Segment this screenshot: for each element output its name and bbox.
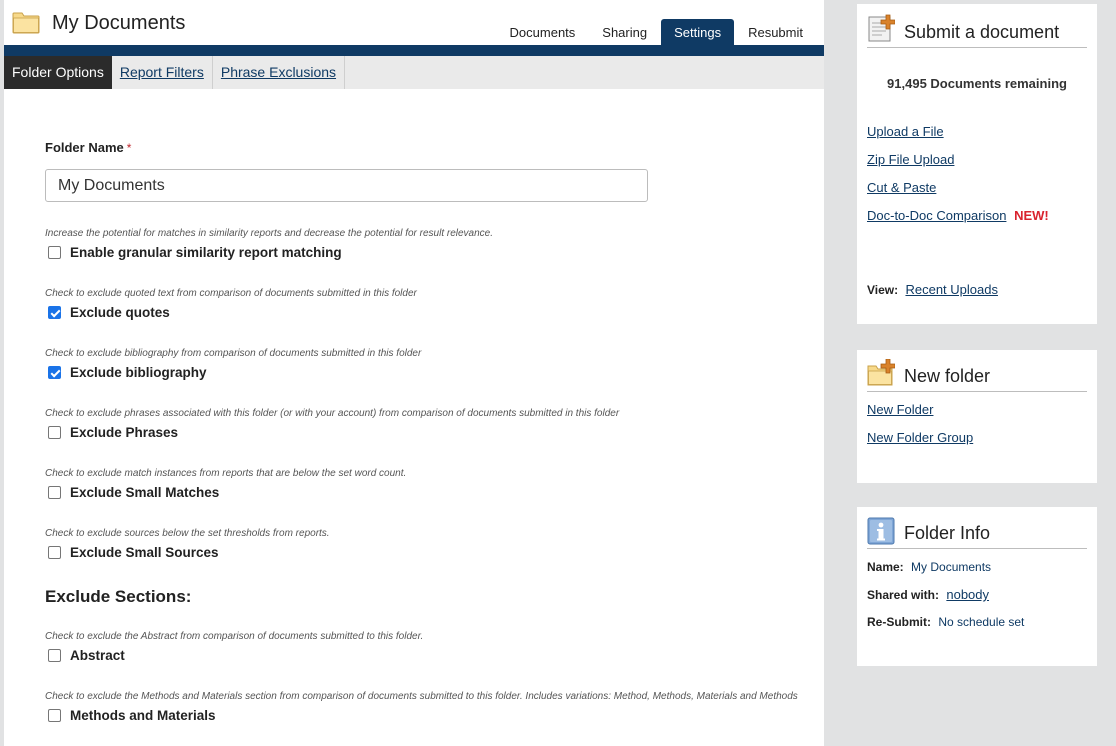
header-divider (4, 45, 824, 56)
main-content (4, 0, 824, 746)
option-exclude-quotes (45, 287, 805, 320)
folder-icon (12, 11, 40, 34)
upload-file-link[interactable]: Upload a File (867, 124, 944, 139)
info-shared-label: Shared with: (867, 588, 940, 602)
granular-matching-checkbox[interactable] (48, 246, 61, 259)
exclude-small-matches-checkbox[interactable] (48, 486, 61, 499)
panel-title: Folder Info (904, 523, 991, 543)
exclude-small-sources-checkbox[interactable] (48, 546, 61, 559)
option-methods-materials (45, 690, 805, 723)
shared-with-link[interactable]: nobody (946, 587, 990, 602)
tab-documents[interactable]: Documents (509, 25, 576, 40)
subtab-folder-options[interactable]: Folder Options (4, 56, 112, 89)
top-tabs (496, 19, 816, 45)
exclude-phrases-checkbox[interactable] (48, 426, 61, 439)
doc-to-doc-link[interactable]: Doc-to-Doc Comparison (867, 208, 1007, 223)
panel-header (867, 4, 1087, 48)
option-label: Exclude bibliography (70, 365, 207, 380)
sub-tabs (4, 56, 824, 89)
option-label: Methods and Materials (70, 708, 216, 723)
option-hint: Check to exclude the Methods and Materials section from comparison of documents submitted to this folder. Includes variations: Method, Methods, Materials and Methods (45, 691, 798, 702)
option-hint: Check to exclude sources below the set thresholds from reports. (45, 528, 330, 539)
abstract-checkbox[interactable] (48, 649, 61, 662)
tab-resubmit[interactable]: Resubmit (748, 25, 803, 40)
option-exclude-bibliography (45, 347, 805, 380)
recent-uploads-link[interactable]: Recent Uploads (905, 282, 998, 297)
info-resubmit-label: Re-Submit: (867, 615, 931, 629)
tab-settings[interactable]: Settings (661, 19, 734, 45)
option-granular-matching (45, 227, 805, 260)
new-folder-panel (857, 350, 1097, 483)
option-label: Enable granular similarity report matching (70, 245, 342, 260)
exclude-sections-heading: Exclude Sections: (45, 587, 192, 606)
option-label: Exclude Phrases (70, 425, 179, 440)
option-hint: Check to exclude phrases associated with this folder (or with your account) from comparison of documents submitted in this folder (45, 408, 620, 419)
folder-options-form (45, 89, 805, 723)
folder-name-label: Folder Name (45, 140, 124, 155)
option-exclude-phrases (45, 407, 805, 440)
panel-header (867, 507, 1087, 549)
exclude-bibliography-checkbox[interactable] (48, 366, 61, 379)
option-exclude-small-matches (45, 467, 805, 500)
cut-paste-link[interactable]: Cut & Paste (867, 180, 937, 195)
option-label: Exclude quotes (70, 305, 170, 320)
document-add-icon (867, 14, 895, 42)
new-badge: NEW! (1014, 208, 1049, 223)
option-label: Abstract (70, 648, 125, 663)
info-name-value: My Documents (911, 560, 992, 574)
folder-info-panel (857, 507, 1097, 666)
option-hint: Increase the potential for matches in similarity reports and decrease the potential for result relevance. (45, 228, 494, 239)
required-mark: * (126, 141, 132, 155)
panel-header (867, 350, 1087, 392)
option-abstract (45, 630, 805, 663)
new-folder-group-link[interactable]: New Folder Group (867, 430, 974, 445)
header (4, 0, 824, 45)
folder-add-icon (867, 359, 895, 387)
view-row (867, 282, 1087, 297)
option-exclude-small-sources (45, 527, 805, 560)
panel-title: New folder (904, 366, 991, 386)
submit-document-panel (857, 4, 1097, 324)
folder-name-label-row (45, 139, 805, 157)
documents-remaining: 91,495 Documents remaining (887, 76, 1067, 91)
subtab-report-filters[interactable]: Report Filters (112, 56, 213, 89)
info-name-row (867, 560, 1087, 574)
option-hint: Check to exclude match instances from reports that are below the set word count. (45, 468, 407, 479)
info-shared-row (867, 587, 1087, 602)
option-label: Exclude Small Sources (70, 545, 219, 560)
methods-materials-checkbox[interactable] (48, 709, 61, 722)
info-resubmit-row (867, 615, 1087, 629)
info-icon (867, 517, 895, 545)
tab-sharing[interactable]: Sharing (602, 25, 648, 40)
new-folder-link[interactable]: New Folder (867, 402, 934, 417)
info-name-label: Name: (867, 560, 904, 574)
option-hint: Check to exclude quoted text from comparison of documents submitted in this folder (45, 288, 417, 299)
doc-compare-row (867, 208, 1087, 223)
option-hint: Check to exclude the Abstract from comparison of documents submitted to this folder. (45, 631, 424, 642)
subtab-phrase-exclusions[interactable]: Phrase Exclusions (213, 56, 345, 89)
option-label: Exclude Small Matches (70, 485, 220, 500)
exclude-quotes-checkbox[interactable] (48, 306, 61, 319)
folder-name-input[interactable] (45, 169, 648, 202)
info-resubmit-value: No schedule set (938, 615, 1025, 629)
zip-upload-link[interactable]: Zip File Upload (867, 152, 955, 167)
view-label: View: (867, 283, 899, 297)
page-title: My Documents (52, 12, 186, 34)
option-hint: Check to exclude bibliography from comparison of documents submitted in this folder (45, 348, 422, 359)
panel-title: Submit a document (904, 22, 1060, 42)
